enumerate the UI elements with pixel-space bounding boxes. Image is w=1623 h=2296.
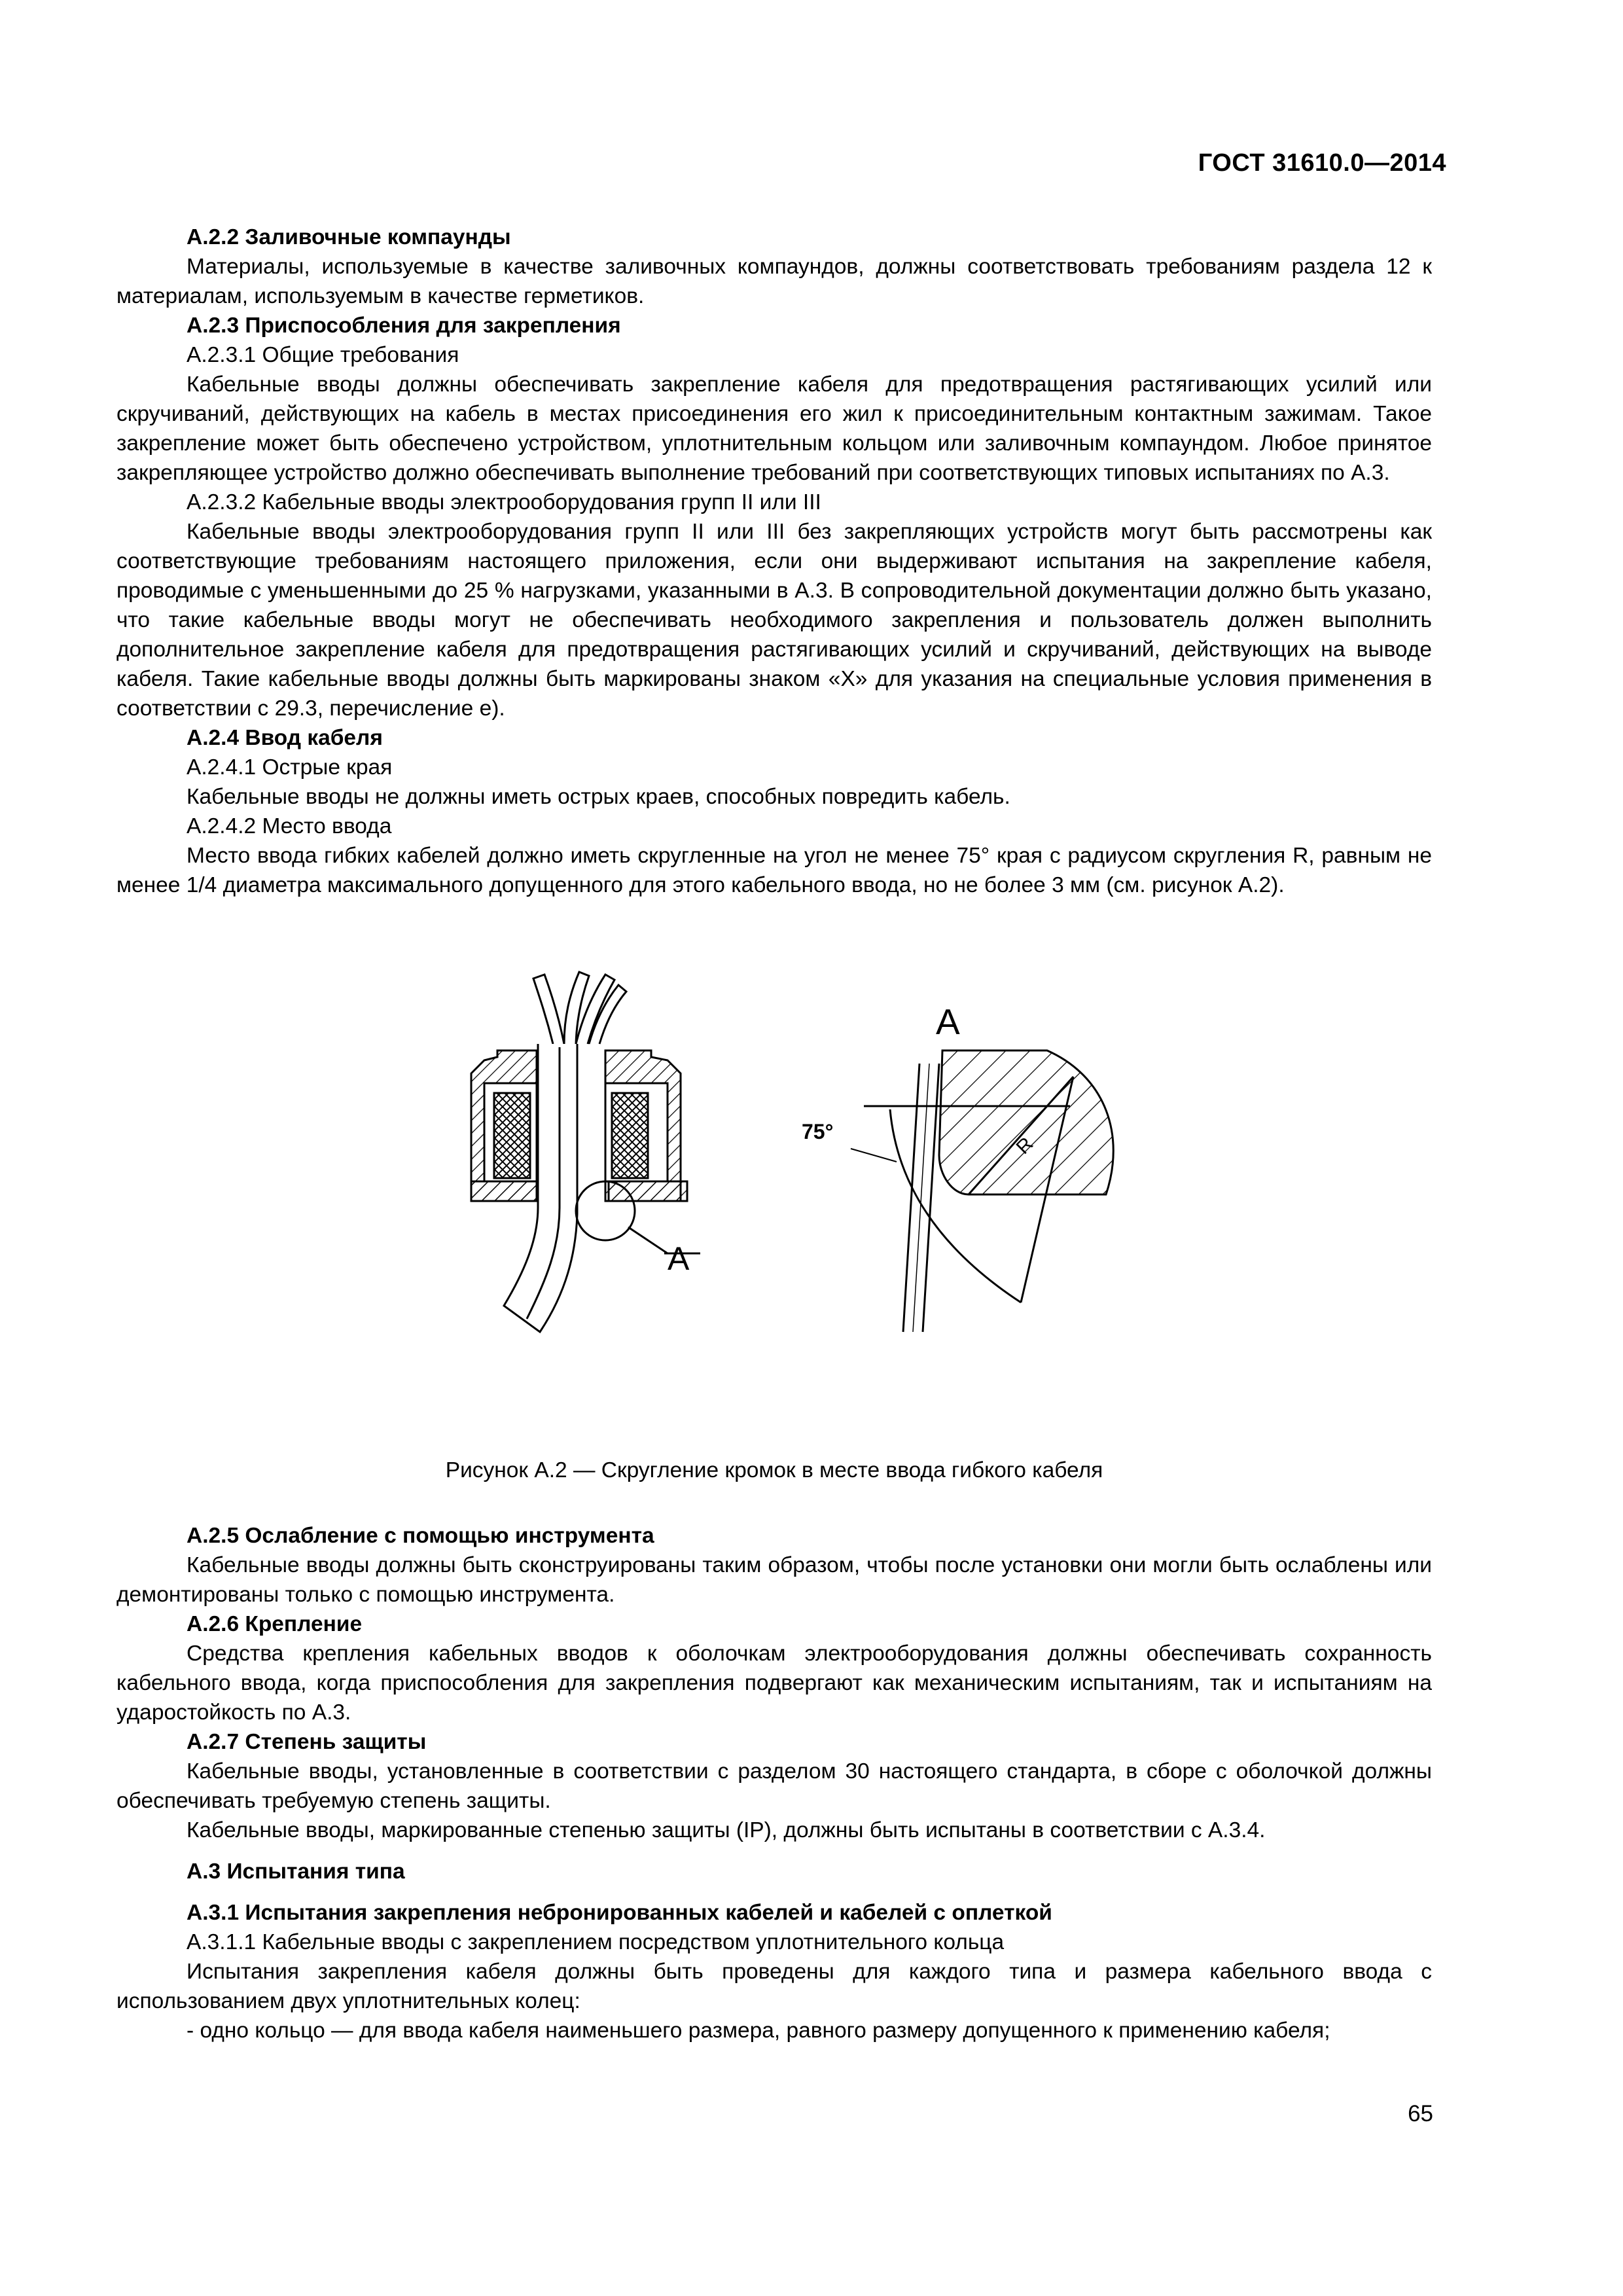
radius-label: R	[1012, 1133, 1038, 1158]
section-heading: А.2.3 Приспособления для закрепления	[187, 314, 621, 338]
paragraph: Испытания закрепления кабеля должны быть проведены для каждого типа и размера кабельного ввода с использованием двух уплотнительных колец:	[116, 1960, 1432, 2013]
page-number: 65	[1408, 2101, 1433, 2126]
paragraph: Кабельные вводы, установленные в соответствии с разделом 30 настоящего стандарта, в сборе с оболочкой должны обеспечивать требуемую степень защиты.	[116, 1759, 1432, 1813]
body-text-bottom	[116, 1509, 1432, 2045]
paragraph: Средства крепления кабельных вводов к оболочкам электрооборудования должны обеспечивать сохранность кабельного ввода, когда приспособления для закрепления подвергают как механическим испытаниям, так и испытаниям на ударостойкость по А.3.	[116, 1641, 1432, 1725]
paragraph: Кабельные вводы должны обеспечивать закрепление кабеля для предотвращения растягивающих усилий или скручиваний, действующих на кабель в местах присоединения его жил к присоединительным контактным зажимам. Такое закрепление может быть обеспечено устройством, уплотнительным кольцом или заливочным компаундом. Любое принятое закрепляющее устройство должно обеспечивать выполнение требований при соответствующих типовых испытаниях по А.3.	[116, 372, 1432, 485]
paragraph: Кабельные вводы электрооборудования групп II или III без закрепляющих устройств могут быть рассмотрены как соответствующие требованиям настоящего приложения, если они выдерживают испытания на закрепление кабеля, проводимые с уменьшенными до 25 % нагрузками, указанными в А.3. В сопроводительной документации должно быть указано, что такие кабельные вводы могут не обеспечивать необходимого закрепления и пользователь должен выполнить дополнительное закрепление кабеля для предотвращения растягивающих усилий и скручиваний, действующих на выводе кабеля. Такие кабельные вводы должны быть маркированы знаком «X» для указания на специальные условия применения в соответствии с 29.3, перечисление е).	[116, 520, 1432, 721]
section-heading: А.3 Испытания типа	[187, 1859, 405, 1884]
figure-caption: Рисунок А.2 — Скругление кромок в месте ввода гибкого кабеля	[445, 1458, 1103, 1482]
paragraph: А.3.1.1 Кабельные вводы с закреплением посредством уплотнительного кольца	[187, 1930, 1005, 1954]
body-text-top	[116, 223, 1432, 900]
detail-a-drawing	[851, 1050, 1113, 1332]
section-heading: А.2.6 Крепление	[187, 1612, 363, 1636]
section-heading: А.2.2 Заливочные компаунды	[187, 225, 511, 249]
paragraph: А.2.3.2 Кабельные вводы электрооборудования групп II или III	[187, 490, 821, 514]
document-header: ГОСТ 31610.0—2014	[1198, 149, 1446, 177]
paragraph: А.2.4.2 Место ввода	[187, 814, 392, 838]
paragraph: А.2.3.1 Общие требования	[187, 343, 459, 367]
detail-label-a-left: А	[668, 1240, 690, 1277]
section-heading: А.2.4 Ввод кабеля	[187, 726, 383, 750]
paragraph: Место ввода гибких кабелей должно иметь скругленные на угол не менее 75° края с радиусом скругления R, равным не менее 1/4 диаметра максимального допущенного для этого кабельного ввода, но не более 3 мм (см. рисунок А.2).	[116, 844, 1432, 897]
paragraph: Кабельные вводы, маркированные степенью защиты (IP), должны быть испытаны в соответствии с А.3.4.	[187, 1818, 1266, 1842]
paragraph: А.2.4.1 Острые края	[187, 755, 393, 780]
paragraph: Кабельные вводы не должны иметь острых краев, способных повредить кабель.	[187, 785, 1010, 809]
cable-gland-drawing	[471, 972, 700, 1332]
angle-label: 75°	[802, 1120, 834, 1143]
paragraph: - одно кольцо — для ввода кабеля наименьшего размера, равного размеру допущенного к применению кабеля;	[187, 2018, 1330, 2043]
paragraph: Кабельные вводы должны быть сконструированы таким образом, чтобы после установки они могли быть ослаблены или демонтированы только с помощью инструмента.	[116, 1553, 1432, 1607]
paragraph: Материалы, используемые в качестве заливочных компаундов, должны соответствовать требованиям раздела 12 к материалам, используемым в качестве герметиков.	[116, 255, 1432, 308]
section-heading: А.3.1 Испытания закрепления небронированных кабелей и кабелей с оплеткой	[187, 1901, 1052, 1925]
figure-a2	[393, 965, 1230, 1443]
section-heading: А.2.5 Ослабление с помощью инструмента	[187, 1524, 654, 1548]
detail-label-a-right: А	[936, 1001, 960, 1042]
section-heading: А.2.7 Степень защиты	[187, 1730, 427, 1754]
figure-caption-block	[116, 1456, 1432, 1485]
